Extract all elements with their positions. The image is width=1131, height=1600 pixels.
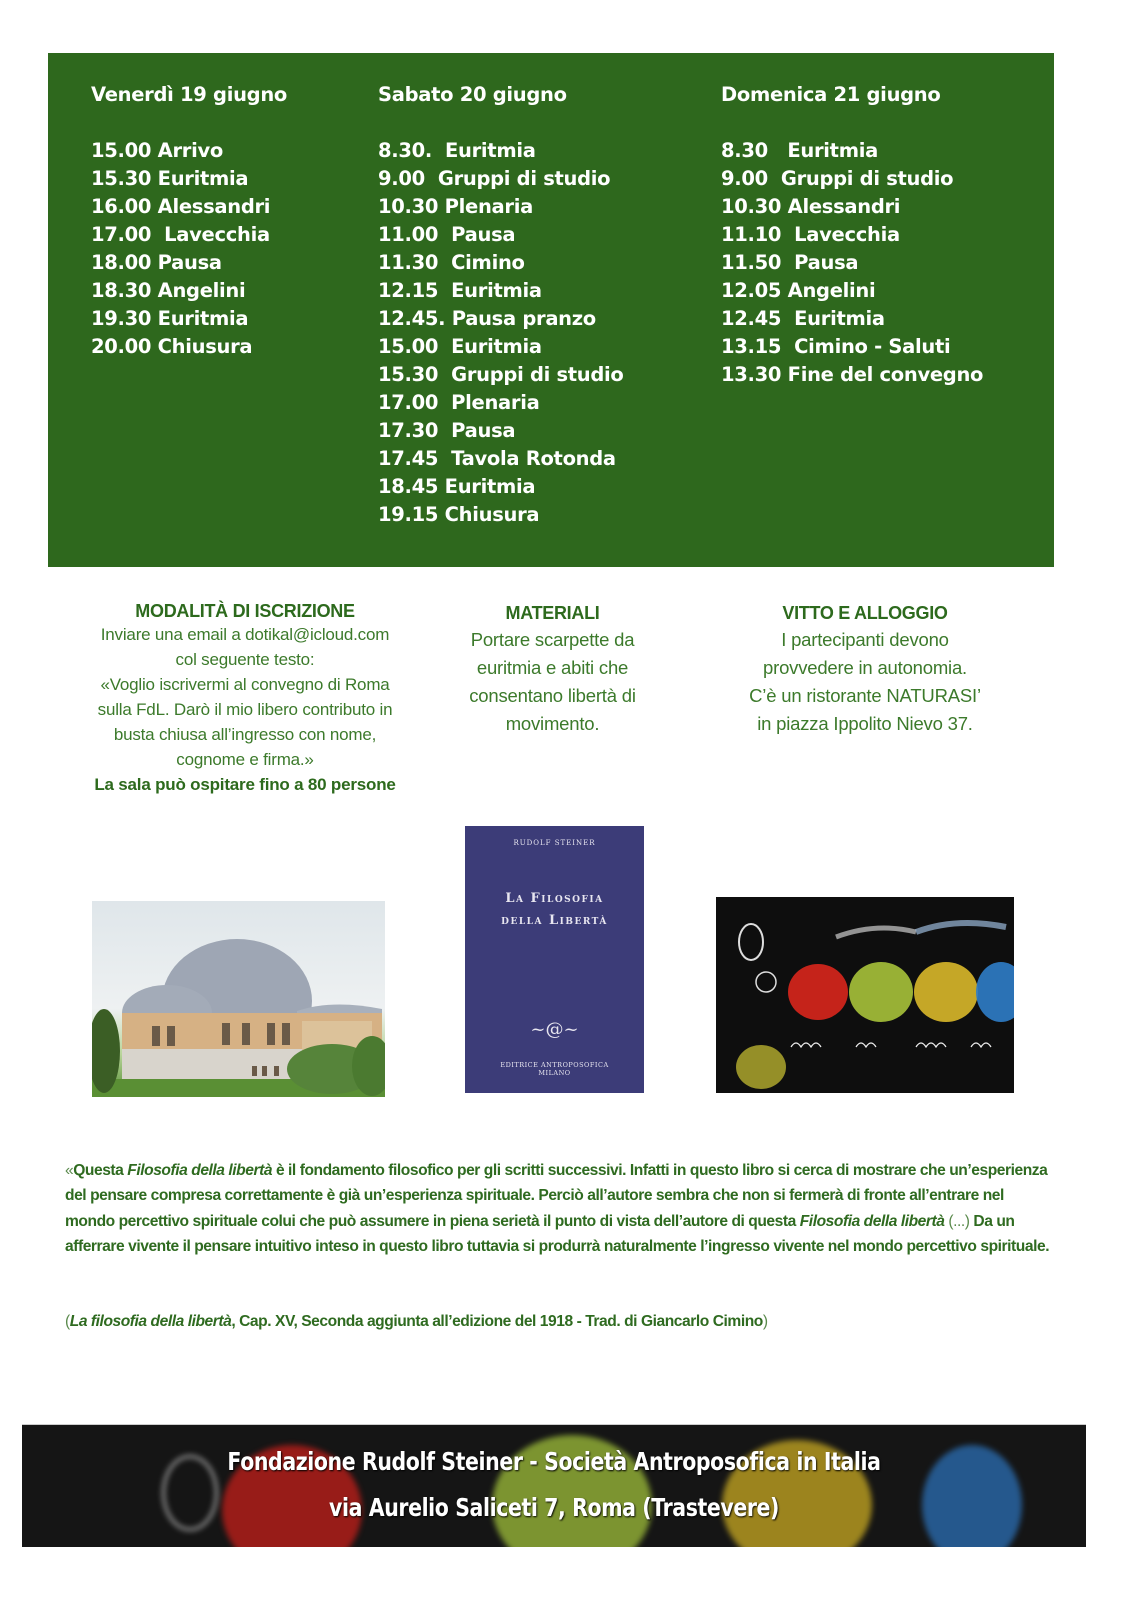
schedule-item: 18.45 Euritmia — [378, 475, 536, 498]
footer-organization: Fondazione Rudolf Steiner - Società Antroposofica in Italia — [227, 1447, 881, 1476]
citation-text: , Cap. XV, Seconda aggiunta all’edizione del 1918 - Trad. di Giancarlo Cimino — [231, 1313, 763, 1330]
registration-line: busta chiusa all’ingresso con nome, — [113, 725, 377, 744]
steiner-quote — [65, 1158, 1055, 1259]
book-title-line: della Libertà — [501, 913, 608, 928]
schedule-item: 13.30 Fine del convegno — [721, 363, 984, 386]
quote-citation — [65, 1309, 1065, 1334]
board-lodging-line: in piazza Ippolito Nievo 37. — [757, 713, 973, 734]
swirl-icon: ~@~ — [530, 1019, 579, 1040]
chalk-drawing — [716, 897, 1014, 1093]
schedule-item: 8.30. Euritmia — [378, 139, 536, 162]
day-title: Venerdì 19 giugno — [91, 83, 287, 106]
schedule-item: 17.00 Lavecchia — [91, 223, 270, 246]
quote-open-mark: « — [65, 1162, 74, 1179]
goetheanum-illustration — [92, 901, 385, 1097]
registration-info — [70, 600, 420, 797]
materials-line: consentano libertà di — [469, 685, 636, 706]
schedule-item: 10.30 Plenaria — [378, 195, 533, 218]
citation-paren: ( — [65, 1313, 70, 1330]
schedule-item: 15.00 Arrivo — [91, 139, 223, 162]
board-lodging-info — [715, 600, 1015, 738]
day-column-saturday — [378, 81, 624, 529]
board-lodging-line: C’è un ristorante NATURASI’ — [749, 685, 981, 706]
footer-address: via Aurelio Saliceti 7, Roma (Trastevere) — [329, 1493, 779, 1522]
schedule-item: 9.00 Gruppi di studio — [378, 167, 611, 190]
schedule-item: 11.30 Cimino — [378, 251, 525, 274]
registration-line: «Voglio iscrivermi al convegno di Roma — [100, 675, 390, 694]
day-column-friday — [91, 81, 287, 361]
schedule-item: 17.00 Plenaria — [378, 391, 540, 414]
registration-title: MODALITÀ DI ISCRIZIONE — [135, 601, 355, 621]
registration-line: cognome e firma.» — [176, 750, 314, 769]
day-title: Sabato 20 giugno — [378, 83, 567, 106]
schedule-item: 16.00 Alessandri — [91, 195, 271, 218]
schedule-item: 15.00 Euritmia — [378, 335, 542, 358]
schedule-panel — [48, 53, 1054, 567]
schedule-item: 9.00 Gruppi di studio — [721, 167, 954, 190]
quote-text: Da un afferrare vivente il pensare intuitivo inteso in questo libro tuttavia si produrrà naturalmente l’ingresso vivente nel mondo percettivo spirituale. — [65, 1212, 1050, 1255]
schedule-item: 8.30 Euritmia — [721, 139, 878, 162]
publisher-line: MILANO — [538, 1069, 571, 1077]
book-publisher — [465, 1061, 644, 1077]
schedule-item: 11.00 Pausa — [378, 223, 516, 246]
schedule-item: 12.05 Angelini — [721, 279, 876, 302]
schedule-item: 20.00 Chiusura — [91, 335, 253, 358]
publisher-line: EDITRICE ANTROPOSOFICA — [500, 1061, 609, 1069]
quote-ellipsis: (...) — [944, 1212, 974, 1230]
schedule-item: 13.15 Cimino - Saluti — [721, 335, 951, 358]
registration-line: col seguente testo: — [175, 650, 315, 669]
materials-info — [440, 600, 665, 738]
materials-line: movimento. — [505, 713, 600, 734]
book-title-line: La Filosofia — [505, 891, 604, 906]
schedule-item: 15.30 Gruppi di studio — [378, 363, 624, 386]
footer-banner — [22, 1424, 1086, 1547]
materials-line: euritmia e abiti che — [476, 657, 629, 678]
materials-line: Portare scarpette da — [470, 629, 635, 650]
schedule-item: 11.10 Lavecchia — [721, 223, 900, 246]
schedule-item: 12.45 Euritmia — [721, 307, 885, 330]
quote-text: Questa — [73, 1162, 128, 1179]
schedule-item: 12.45. Pausa pranzo — [378, 307, 596, 330]
board-lodging-title: VITTO E ALLOGGIO — [782, 603, 948, 623]
schedule-item: 18.00 Pausa — [91, 251, 222, 274]
schedule-item: 18.30 Angelini — [91, 279, 246, 302]
quote-text: è il fondamento filosofico per gli scritti successivi. Infatti in questo libro si cerca di mostrare che un’esperienza del pensare compresa correttamente è già un’esperienza spirituale. Perciò all’autore sembra che non si fermerà di fronte all’entrare nel mondo percettivo spirituale colui che può assumere in piena serietà il punto di vista dell’autore di questa — [65, 1162, 1048, 1230]
capacity-note: La sala può ospitare fino a 80 persone — [94, 775, 396, 794]
citation-book-title: La filosofia della libertà — [69, 1313, 232, 1330]
schedule-item: 15.30 Euritmia — [91, 167, 249, 190]
schedule-item: 10.30 Alessandri — [721, 195, 901, 218]
goetheanum-photo — [92, 901, 385, 1097]
book-title — [465, 888, 644, 932]
schedule-item: 19.15 Chiusura — [378, 503, 540, 526]
book-cover — [465, 826, 644, 1093]
quote-book-title: Filosofia della libertà — [799, 1212, 945, 1230]
day-title: Domenica 21 giugno — [721, 83, 941, 106]
registration-line: sulla FdL. Darò il mio libero contributo in — [97, 700, 393, 719]
schedule-item: 11.50 Pausa — [721, 251, 859, 274]
schedule-item: 19.30 Euritmia — [91, 307, 249, 330]
book-author: RUDOLF STEINER — [513, 839, 596, 847]
schedule-item: 17.30 Pausa — [378, 419, 516, 442]
schedule-item: 12.15 Euritmia — [378, 279, 542, 302]
board-lodging-line: provvedere in autonomia. — [763, 657, 967, 678]
registration-line: Inviare una email a dotikal@icloud.com — [100, 625, 390, 644]
blackboard-drawing — [716, 897, 1014, 1093]
day-column-sunday — [721, 81, 983, 389]
materials-title: MATERIALI — [505, 603, 600, 623]
schedule-item: 17.45 Tavola Rotonda — [378, 447, 616, 470]
board-lodging-line: I partecipanti devono — [781, 629, 949, 650]
quote-book-title: Filosofia della libertà — [127, 1162, 273, 1179]
citation-paren: ) — [762, 1313, 768, 1330]
